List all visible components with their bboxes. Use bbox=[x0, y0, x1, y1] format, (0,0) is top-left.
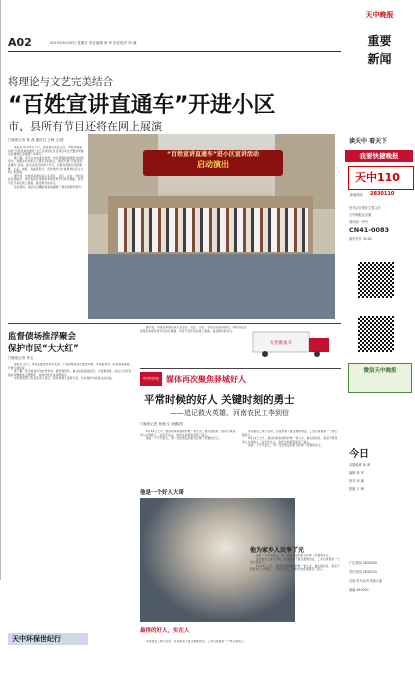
today-heading: 今日 bbox=[349, 449, 369, 460]
middle-paragraph: 李到信在工地干活时，总是抢着干最苦最累的活，工友们说他是一个热心肠的人。 bbox=[250, 557, 340, 565]
performers bbox=[118, 208, 308, 252]
middle-body-tail bbox=[140, 640, 248, 670]
middle-paragraph: 6月14日上午，他回村协助消防扑救一场大火。被火困住时，他奋不顾身冲入火场救人，在危急关头，他把生的希望留给了别人。 bbox=[250, 564, 340, 572]
lead-paragraph: 活动现场，演员们以精彩的表演赢得了观众的阵阵掌声。 bbox=[14, 185, 84, 189]
middle-paragraph: 6月14日上午，他回村协助消防扑救一场大火。被火困住时，他奋不顾身冲入火场救人，在危急关头，他把生的希望留给了别人。 bbox=[140, 430, 236, 437]
staff-line: 排版 王 梅 bbox=[349, 487, 364, 491]
contact-line: 社址 驻马店市开源大道 bbox=[349, 579, 382, 583]
middle-body-col1 bbox=[140, 430, 238, 492]
staff-line: 编辑 徐 军 bbox=[349, 471, 364, 475]
publisher-line: 邮发代号 35-82 bbox=[349, 237, 373, 241]
hotline-number: 2830110 bbox=[370, 191, 395, 197]
lead-paragraph: 据了解，今年以来市委宣传部、市社科联积极探索宣讲新形式，将理论宣讲和文艺演出有机结合，组织开展“百姓宣讲直通车”活动。此次活动历时两个多月，以群众喜闻乐见的歌舞、小品、快板、戏曲等形式，宣传党的方针政策和社会主义核心价值观。 bbox=[8, 156, 84, 175]
staff-list bbox=[349, 462, 411, 491]
truck-photo bbox=[251, 328, 333, 358]
lead-subhead: 市、县所有节目还将在网上展演 bbox=[8, 120, 162, 133]
staff-line: 本期值班 杨 茜 bbox=[349, 463, 371, 467]
contact-line: 邮编 463000 bbox=[349, 588, 369, 592]
middle-section-2: 他是一个好人大哥 bbox=[140, 490, 185, 496]
lead-byline: □晚报记者 杨 茜 通讯员 王梅 文/图 bbox=[8, 138, 64, 142]
wechat-box bbox=[348, 363, 412, 393]
wechat-box-text: 微信天中晚报 bbox=[363, 368, 397, 374]
page-number: A02 bbox=[8, 36, 32, 49]
logo-line-2: 新闻 bbox=[367, 52, 392, 66]
lead-headline: “百姓宣讲直通车”开进小区 bbox=[8, 93, 276, 118]
lead-paragraph: 本报讯 6月27日下午，由市委宣传部主办，市社科联承办的“百姓宣讲直通车”文艺宣讲进社区活动启动仪式暨首场演出在驿城区金桂园广场举行。 bbox=[8, 146, 84, 157]
lead-paragraph: 据介绍，市级宣讲团将深入各县区、社区、企业、学校巡回宣讲演出，同时各县区将组织本地优秀节目进行展演，所有节目还将在网上展演，接受群众的评议。 bbox=[140, 326, 247, 333]
publisher-info bbox=[349, 205, 411, 241]
contact-list bbox=[349, 560, 411, 592]
column-label bbox=[8, 633, 88, 645]
middle-label bbox=[140, 372, 162, 386]
lead-paragraph: 据介绍，市级宣讲团将深入各县区、社区、企业、学校巡回宣讲演出，同时各县区将组织本地优秀节目进行展演，所有节目还将在网上展演，接受群众的评议。 bbox=[8, 174, 84, 185]
publisher-line: 驻马店日报社主管主办 bbox=[349, 206, 381, 210]
lead-photo bbox=[88, 134, 335, 319]
truck-text: 无偿献血车 bbox=[269, 341, 293, 346]
hotline-label: 新闻热线 bbox=[350, 193, 363, 197]
sidebar-red-box-text: 我要快捷晚报 bbox=[359, 152, 399, 160]
photo-banner bbox=[143, 150, 283, 176]
lead-continued bbox=[140, 326, 248, 362]
staff-line: 校对 何 涵 bbox=[349, 479, 364, 483]
sidebar-tagline: 读天中 看天下 bbox=[349, 138, 388, 145]
date-line: 2015年6月28日 星期日 责任编辑 徐 军 责任校对 何 涵 bbox=[50, 41, 137, 45]
sidebar-divider bbox=[0, 0, 1, 580]
left-paragraph: 据了解，此次检查针对农贸市场、超市等场所，重点检查商品标价、计量器具等。执法人员对发现的问题要求立即整改，并向市民发布消费提示。 bbox=[8, 370, 132, 377]
middle-byline: □晚报记者 杨茜/文 徐鹏/图 bbox=[140, 422, 183, 426]
publisher-line: 天中晚报社出版 bbox=[349, 213, 372, 217]
middle-label-text: 中共中央 bbox=[143, 376, 159, 381]
hotline-box bbox=[348, 166, 414, 190]
middle-paragraph: 他是一个平凡的人，用一生的善良和担当诠释了英雄的含义。 bbox=[248, 444, 324, 448]
middle-paragraph: 他是一个平凡的人，用一生的善良和担当诠释了英雄的含义。 bbox=[146, 437, 222, 441]
column-label-text: 天中环保世纪行 bbox=[12, 635, 61, 643]
section-logo bbox=[351, 6, 408, 93]
header-rule bbox=[8, 51, 341, 52]
qr-code-icon bbox=[358, 262, 394, 298]
middle-rubric: 媒体再次聚焦驿城好人 bbox=[166, 375, 246, 384]
photo-caption: 最得的好人，实在人 bbox=[140, 628, 190, 634]
hotline-box-label: 天中110 bbox=[355, 171, 400, 184]
middle-body-col3 bbox=[250, 554, 340, 658]
qr-code-icon bbox=[358, 316, 394, 352]
middle-paragraph: 李到信在工地干活时，总是抢着干最苦最累的活，工友们说他是一个热心肠的人。 bbox=[146, 640, 247, 643]
middle-paragraph: 李到信在工地干活时，总是抢着干最苦最累的活，工友们说他是一个热心肠的人。 bbox=[242, 430, 338, 437]
middle-subtitle: ——追记救火英雄、河南农民工李到信 bbox=[170, 409, 289, 417]
middle-title: 平常时候的好人 关键时刻的勇士 bbox=[144, 394, 295, 406]
photo-banner-text: “百姓宣讲直通车”进小区宣讲活动 bbox=[167, 151, 259, 158]
lead-body bbox=[8, 146, 84, 321]
left-story-title-1: 监督债场推浮聚会 bbox=[8, 332, 77, 342]
lead-kicker: 将理论与文艺完美结合 bbox=[8, 76, 113, 88]
middle-section-3: 他为家乡人民争了光 bbox=[250, 547, 305, 554]
middle-paragraph: 6月14日上午，他回村协助消防扑救一场大火。被火困住时，他奋不顾身冲入火场救人，在危急关头，他把生的希望留给了别人。 bbox=[242, 437, 338, 444]
publisher-line: 国内统一刊号 bbox=[349, 220, 369, 224]
contact-line: 发行热线 2830110 bbox=[349, 570, 377, 574]
logo-masthead: 天中晚报 bbox=[365, 11, 394, 19]
middle-paragraph: 他是一个平凡的人，用一生的善良和担当诠释了英雄的含义。 bbox=[256, 554, 332, 557]
photo-banner-text-2: 启动演出 bbox=[197, 160, 229, 169]
sidebar-red-box bbox=[345, 150, 413, 162]
left-paragraph: 市场监管部门有关负责人表示，将持续加大监管力度，切实保护市民的合法权益。 bbox=[14, 377, 115, 381]
left-story-body bbox=[8, 363, 134, 628]
left-story-title-2: 保护市民“大大红” bbox=[8, 344, 79, 354]
contact-line: 广告热线 2830300 bbox=[349, 561, 377, 565]
logo-line-1: 重要 bbox=[367, 34, 392, 48]
publisher-line: CN41-0083 bbox=[349, 226, 390, 234]
left-paragraph: 本报讯 近日，市民在健康市场中发现，个别商贩的信息推浮问题，市场监管部门对此高度重视，开展专项检查。 bbox=[8, 363, 133, 370]
left-story-byline: □晚报记者 李玉 bbox=[8, 356, 34, 360]
